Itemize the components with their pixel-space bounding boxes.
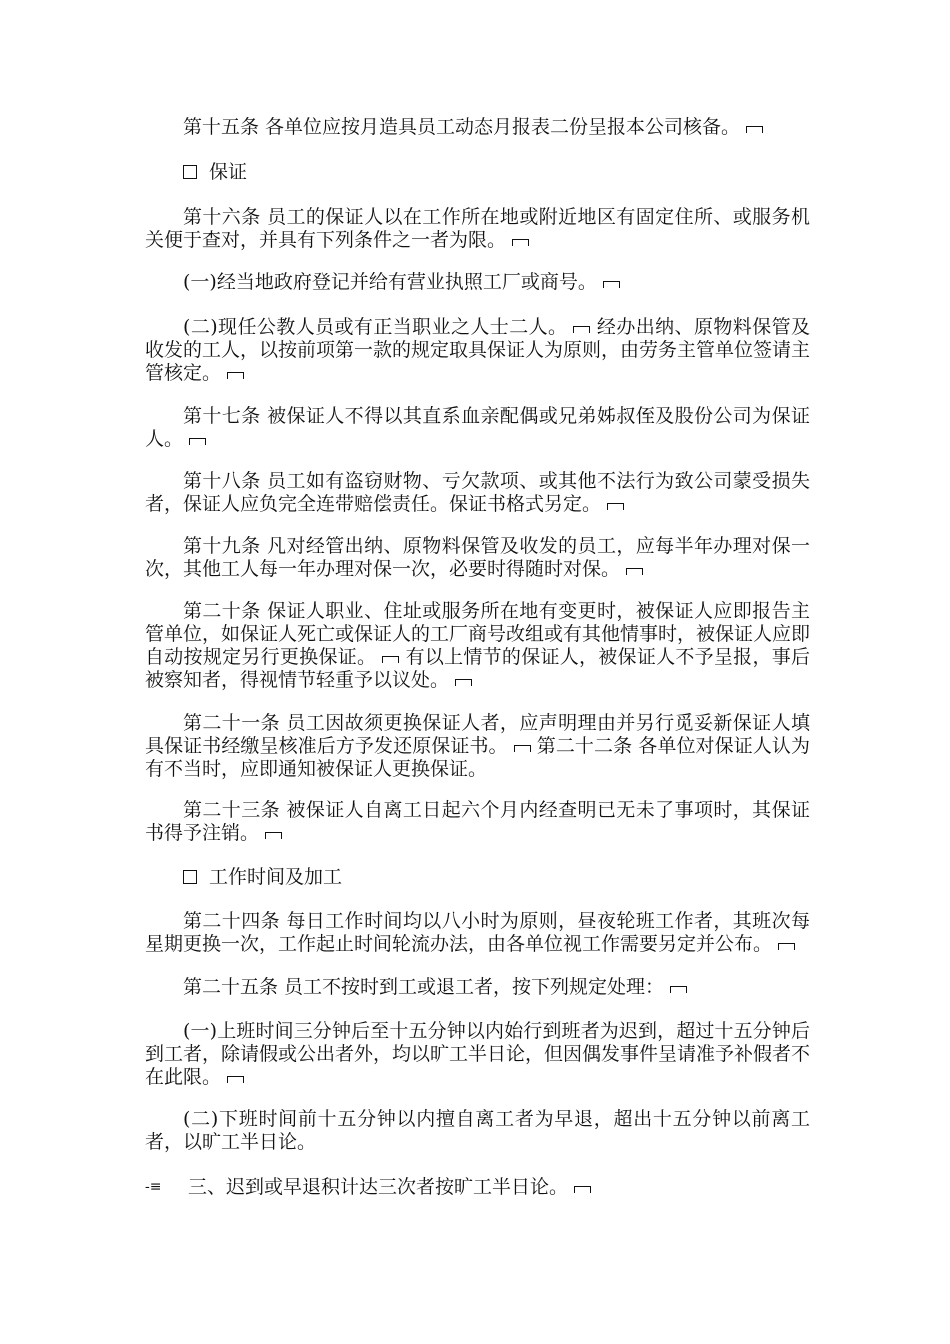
- article-19: [145, 535, 810, 581]
- paragraph-mark-icon: [512, 239, 529, 246]
- paragraph-mark-icon: [382, 656, 399, 663]
- article-15: [145, 116, 810, 139]
- article-20-text-b: 有以上情节的保证人，被保证人不予呈报，事后被察知者，得视情节轻重予以议处。: [145, 646, 810, 691]
- paragraph-mark-icon: [573, 326, 590, 333]
- article-25-text: 第二十五条 员工不按时到工或退工者，按下列规定处理：: [183, 976, 665, 998]
- paragraph-mark-icon: [227, 1076, 244, 1083]
- paragraph-mark-icon: [670, 986, 687, 993]
- section-heading-text: 工作时间及加工: [209, 866, 343, 888]
- article-25: [145, 976, 810, 999]
- checkbox-square-icon: [183, 870, 197, 884]
- article-23: [145, 799, 810, 845]
- paragraph-mark-icon: [607, 503, 624, 510]
- paragraph-mark-icon: [265, 832, 282, 839]
- article-21-22: [145, 712, 810, 781]
- checkbox-square-icon: [183, 165, 197, 179]
- article-18: [145, 470, 810, 516]
- paragraph-mark-icon: [626, 568, 643, 575]
- article-18-text: 第十八条 员工如有盗窃财物、亏欠款项、或其他不法行为致公司蒙受损失者，保证人应负完全连带赔偿责任。保证书格式另定。: [145, 470, 810, 515]
- article-16: [145, 206, 810, 252]
- clause-25-3-text: 三、迟到或早退积计达三次者按旷工半日论。: [188, 1176, 569, 1198]
- article-24-text: 第二十四条 每日工作时间均以八小时为原则，昼夜轮班工作者，其班次每星期更换一次，工作起止时间轮流办法，由各单位视工作需要另定并公布。: [145, 910, 810, 955]
- paragraph-mark-icon: [574, 1186, 591, 1193]
- article-24: [145, 910, 810, 956]
- section-heading-text: 保证: [209, 161, 248, 183]
- clause-16-2-text-b: 经办出纳、原物料保管及收发的工人，以按前项第一款的规定取具保证人为原则，由劳务主管单位签请主管核定。: [145, 316, 811, 384]
- article-22-text: 第二十二条 各单位对保证人认为有不当时，应即通知被保证人更换保证。: [145, 735, 810, 780]
- paragraph-mark-icon: [455, 679, 472, 686]
- clause-16-1: [145, 271, 810, 294]
- paragraph-mark-icon: [746, 126, 763, 133]
- paragraph-mark-icon: [189, 438, 206, 445]
- article-23-text: 第二十三条 被保证人自离工日起六个月内经查明已无未了事项时，其保证书得予注销。: [145, 799, 810, 844]
- article-17: [145, 405, 810, 451]
- article-21-text: 第二十一条 员工因故须更换保证人者，应声明理由并另行觅妥新保证人填具保证书经缴呈核准后方予发还原保证书。: [145, 712, 810, 757]
- section-heading-guarantee: [183, 161, 247, 184]
- article-20-text-a: 第二十条 保证人职业、住址或服务所在地有变更时，被保证人应即报告主管单位，如保证人死亡或保证人的工厂商号改组或有其他情事时，被保证人应即自动按规定另行更换保证。: [145, 600, 811, 668]
- clause-16-2: [145, 316, 810, 385]
- clause-25-1: [145, 1020, 810, 1089]
- article-19-text: 第十九条 凡对经管出纳、原物料保管及收发的员工，应每半年办理对保一次，其他工人每一年办理对保一次，必要时得随时对保。: [145, 535, 810, 580]
- clause-25-3: [150, 1176, 810, 1199]
- paragraph-mark-icon: [514, 745, 531, 752]
- clause-25-2-text: (二)下班时间前十五分钟以内擅自离工者为早退，超出十五分钟以前离工者，以旷工半日论。: [145, 1108, 810, 1153]
- article-17-text: 第十七条 被保证人不得以其直系血亲配偶或兄弟姊叔侄及股份公司为保证人。: [145, 405, 810, 450]
- paragraph-mark-icon: [778, 943, 795, 950]
- paragraph-mark-icon: [603, 281, 620, 288]
- list-prefix: -≡: [145, 1179, 162, 1195]
- clause-25-1-text: (一)上班时间三分钟后至十五分钟以内始行到班者为迟到，超过十五分钟后到工者，除请假或公出者外，均以旷工半日论，但因偶发事件呈请准予补假者不在此限。: [145, 1020, 811, 1088]
- paragraph-mark-icon: [227, 372, 244, 379]
- article-15-text: 第十五条 各单位应按月造具员工动态月报表二份呈报本公司核备。: [183, 116, 741, 138]
- clause-25-2: [145, 1108, 810, 1154]
- section-heading-work-hours: [183, 866, 342, 889]
- article-16-text: 第十六条 员工的保证人以在工作所在地或附近地区有固定住所、或服务机关便于查对，并具有下列条件之一者为限。: [145, 206, 810, 251]
- clause-16-1-text: (一)经当地政府登记并给有营业执照工厂或商号。: [183, 271, 597, 293]
- clause-16-2-text-a: (二)现任公教人员或有正当职业之人士二人。: [183, 316, 568, 338]
- article-20: [145, 600, 810, 692]
